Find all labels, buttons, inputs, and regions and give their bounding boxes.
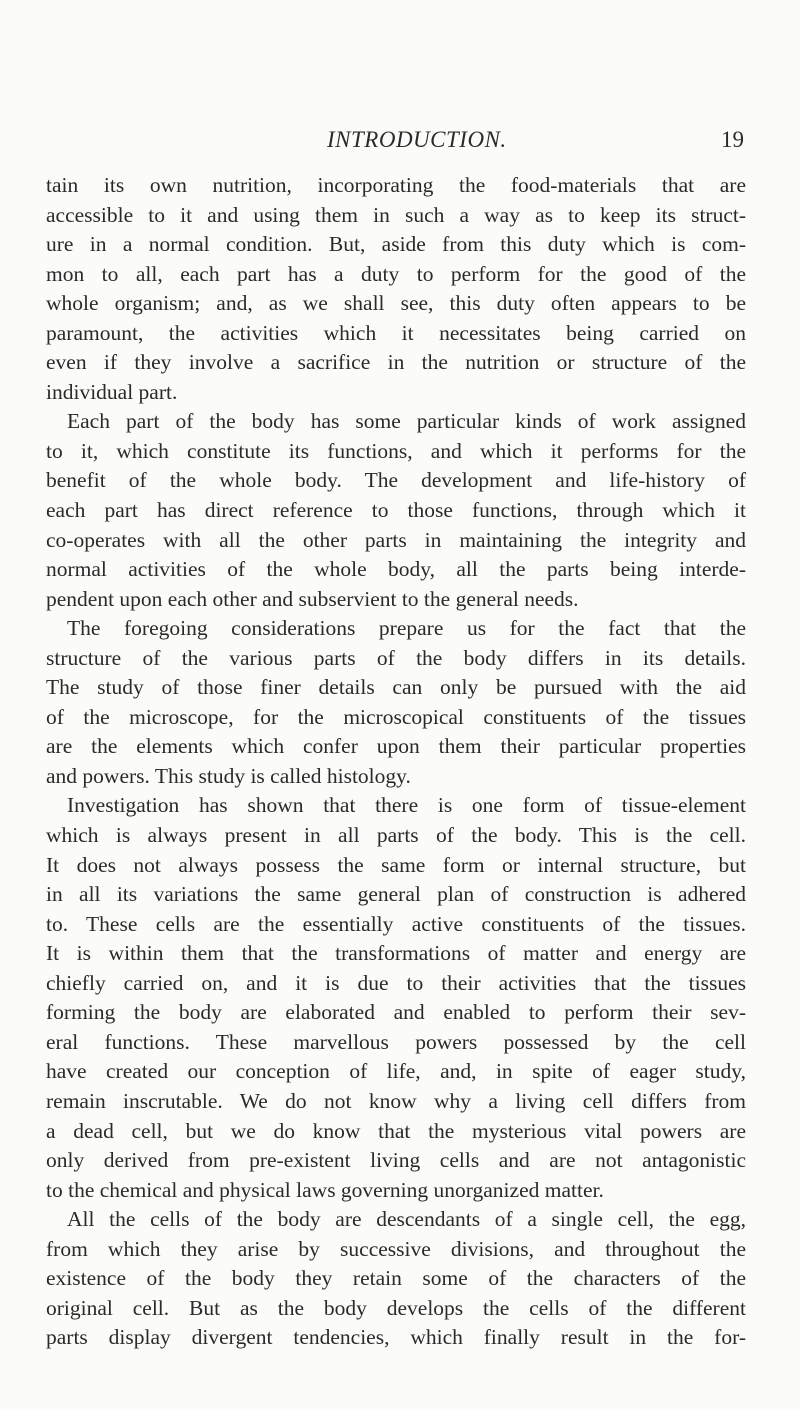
text-line: in all its variations the same general plan of construction is adhered bbox=[46, 882, 746, 907]
text-line: mon to all, each part has a duty to perform for the good of the bbox=[46, 261, 746, 286]
text-line: accessible to it and using them in such a way as to keep its struct- bbox=[46, 202, 746, 227]
text-line: have created our conception of life, and, in spite of eager study, bbox=[46, 1059, 746, 1084]
text-line: to. These cells are the essentially active constituents of the tissues. bbox=[46, 911, 746, 936]
page-number: 19 bbox=[721, 127, 744, 152]
text-line: It does not always possess the same form or internal structure, but bbox=[46, 852, 746, 877]
text-line: The study of those finer details can only be pursued with the aid bbox=[46, 675, 746, 700]
text-line: ure in a normal condition. But, aside from this duty which is com- bbox=[46, 232, 746, 257]
text-line: of the microscope, for the microscopical constituents of the tissues bbox=[46, 704, 746, 729]
text-line: pendent upon each other and subservient to the general needs. bbox=[46, 586, 579, 611]
text-line: It is within them that the transformations of matter and energy are bbox=[46, 941, 746, 966]
text-line: paramount, the activities which it necessitates being carried on bbox=[46, 320, 746, 345]
text-line: original cell. But as the body develops the cells of the different bbox=[46, 1295, 746, 1320]
text-line: individual part. bbox=[46, 379, 178, 404]
text-line: and powers. This study is called histology. bbox=[46, 763, 411, 788]
text-line: eral functions. These marvellous powers possessed by the cell bbox=[46, 1029, 746, 1054]
text-line: co-operates with all the other parts in maintaining the integrity and bbox=[46, 527, 746, 552]
body-text bbox=[46, 171, 746, 1353]
text-line: to it, which constitute its functions, and which it performs for the bbox=[46, 438, 746, 463]
text-line: from which they arise by successive divisions, and throughout the bbox=[46, 1236, 746, 1261]
text-line: existence of the body they retain some of the characters of the bbox=[46, 1266, 746, 1291]
text-line: forming the body are elaborated and enabled to perform their sev- bbox=[46, 1000, 746, 1025]
text-line: structure of the various parts of the body differs in its details. bbox=[46, 645, 746, 670]
text-line: even if they involve a sacrifice in the nutrition or structure of the bbox=[46, 350, 746, 375]
paragraph-start: The foregoing considerations prepare us for the fact that the bbox=[67, 616, 746, 641]
text-line: parts display divergent tendencies, which finally result in the for- bbox=[46, 1325, 746, 1350]
text-line: to the chemical and physical laws governing unorganized matter. bbox=[46, 1177, 604, 1202]
text-line: whole organism; and, as we shall see, this duty often appears to be bbox=[46, 291, 746, 316]
page-header bbox=[0, 127, 800, 157]
running-head: INTRODUCTION. bbox=[327, 127, 507, 152]
text-line: chiefly carried on, and it is due to their activities that the tissues bbox=[46, 970, 746, 995]
text-line: benefit of the whole body. The development and life-history of bbox=[46, 468, 746, 493]
paragraph-start: Each part of the body has some particular kinds of work assigned bbox=[67, 409, 746, 434]
text-line: tain its own nutrition, incorporating the food-materials that are bbox=[46, 173, 746, 197]
text-line: remain inscrutable. We do not know why a living cell differs from bbox=[46, 1088, 746, 1113]
text-line: which is always present in all parts of the body. This is the cell. bbox=[46, 823, 746, 848]
paragraph-start: Investigation has shown that there is one form of tissue-element bbox=[67, 793, 746, 818]
text-line: each part has direct reference to those functions, through which it bbox=[46, 498, 746, 523]
text-line: only derived from pre-existent living cells and are not antagonistic bbox=[46, 1148, 746, 1173]
text-line: a dead cell, but we do know that the mysterious vital powers are bbox=[46, 1118, 746, 1143]
text-line: normal activities of the whole body, all the parts being interde- bbox=[46, 557, 746, 582]
text-line: are the elements which confer upon them their particular properties bbox=[46, 734, 746, 759]
paragraph-start: All the cells of the body are descendants of a single cell, the egg, bbox=[67, 1207, 746, 1232]
